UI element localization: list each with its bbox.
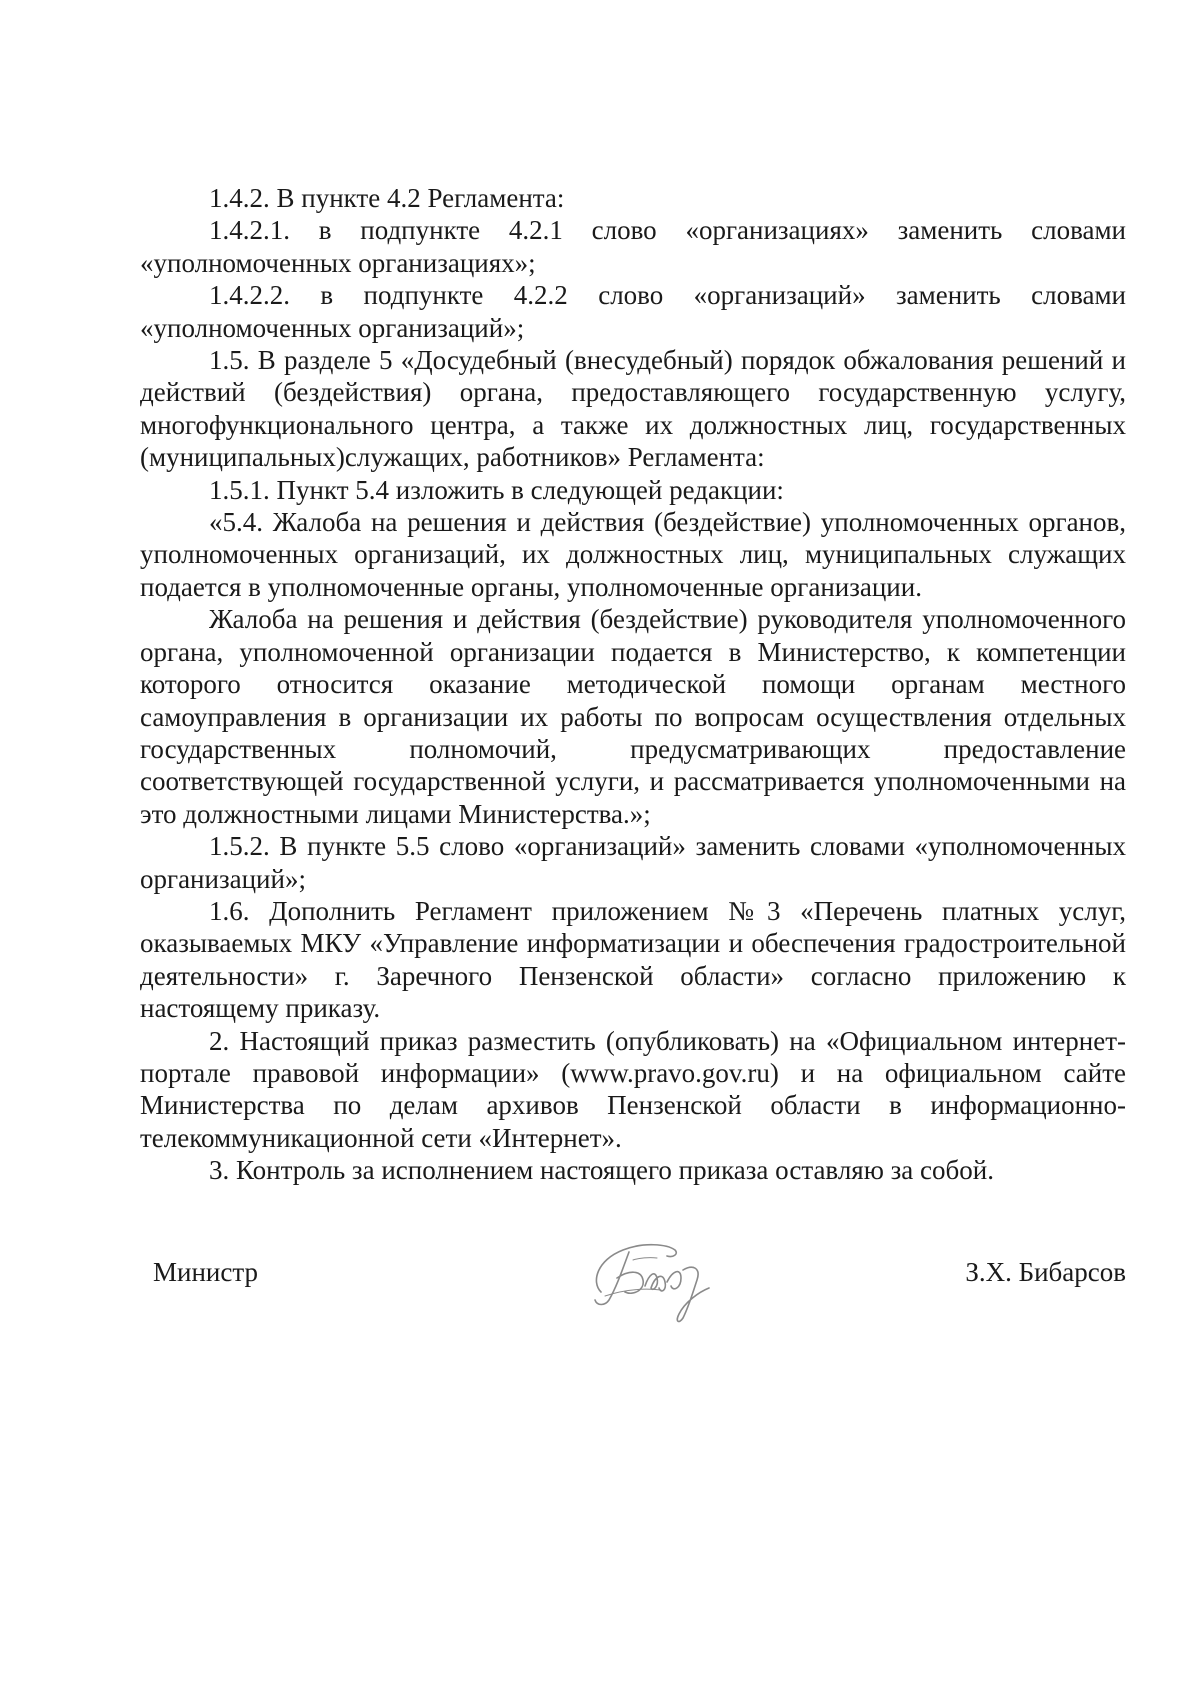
paragraph-1-5: 1.5. В разделе 5 «Досудебный (внесудебный) порядок обжалования решений и действий (бездействия) органа, предоставляющего государственную услугу, многофункционального центра, а также их должностных лиц, государственных (муниципальных)служащих, работников» Регламента: bbox=[140, 345, 1126, 473]
signatory-name: З.Х. Бибарсов bbox=[965, 1257, 1126, 1287]
signatory-position: Министр bbox=[153, 1257, 258, 1287]
paragraph-1-5-2: 1.5.2. В пункте 5.5 слово «организаций» заменить словами «уполномоченных организаций»; bbox=[140, 831, 1126, 894]
signature-block bbox=[153, 1240, 1126, 1330]
paragraph-2-publish: 2. Настоящий приказ разместить (опубликовать) на «Официальном интернет-портале правовой информации» (www.pravo.gov.ru) и на официальном сайте Министерства по делам архивов Пензенской области в информационно-телекоммуникационной сети «Интернет». bbox=[140, 1025, 1126, 1153]
paragraph-1-6: 1.6. Дополнить Регламент приложением №3 «Перечень платных услуг, оказываемых МКУ «Управление информатизации и обеспечения градостроительной деятельности» г. Заречного Пензенской области» согласно приложению к настоящему приказу. bbox=[140, 895, 1126, 1024]
paragraph-1-4-2-2: 1.4.2.2. в подпункте 4.2.2 слово «организаций» заменить словами «уполномоченных организаций»; bbox=[140, 280, 1126, 343]
paragraph-1-4-2-1: 1.4.2.1. в подпункте 4.2.1 слово «организациях» заменить словами «уполномоченных организациях»; bbox=[140, 215, 1126, 278]
paragraph-complaint-ministry: Жалоба на решения и действия (бездействие) руководителя уполномоченного органа, уполномоченной организации подается в Министерство, к компетенции которого относится оказание методической помощи органам местного самоуправления в организации их работы по вопросам осуществления отдельных государственных полномочий, предусматривающих предоставление соответствующей государственной услуги, и рассматривается уполномоченными на это должностными лицами Министерства.»; bbox=[140, 604, 1126, 829]
handwritten-signature-icon bbox=[583, 1230, 733, 1330]
paragraph-3-control: 3. Контроль за исполнением настоящего приказа оставляю за собой. bbox=[209, 1155, 994, 1186]
paragraph-5-4-quote: «5.4. Жалоба на решения и действия (бездействие) уполномоченных органов, уполномоченных организаций, их должностных лиц, муниципальных служащих подается в уполномоченные органы, уполномоченные организации. bbox=[140, 507, 1126, 602]
paragraph-1-5-1: 1.5.1. Пункт 5.4 изложить в следующей редакции: bbox=[209, 474, 784, 505]
paragraph-1-4-2: 1.4.2. В пункте 4.2 Регламента: bbox=[209, 183, 565, 213]
document-body bbox=[140, 182, 1126, 1187]
